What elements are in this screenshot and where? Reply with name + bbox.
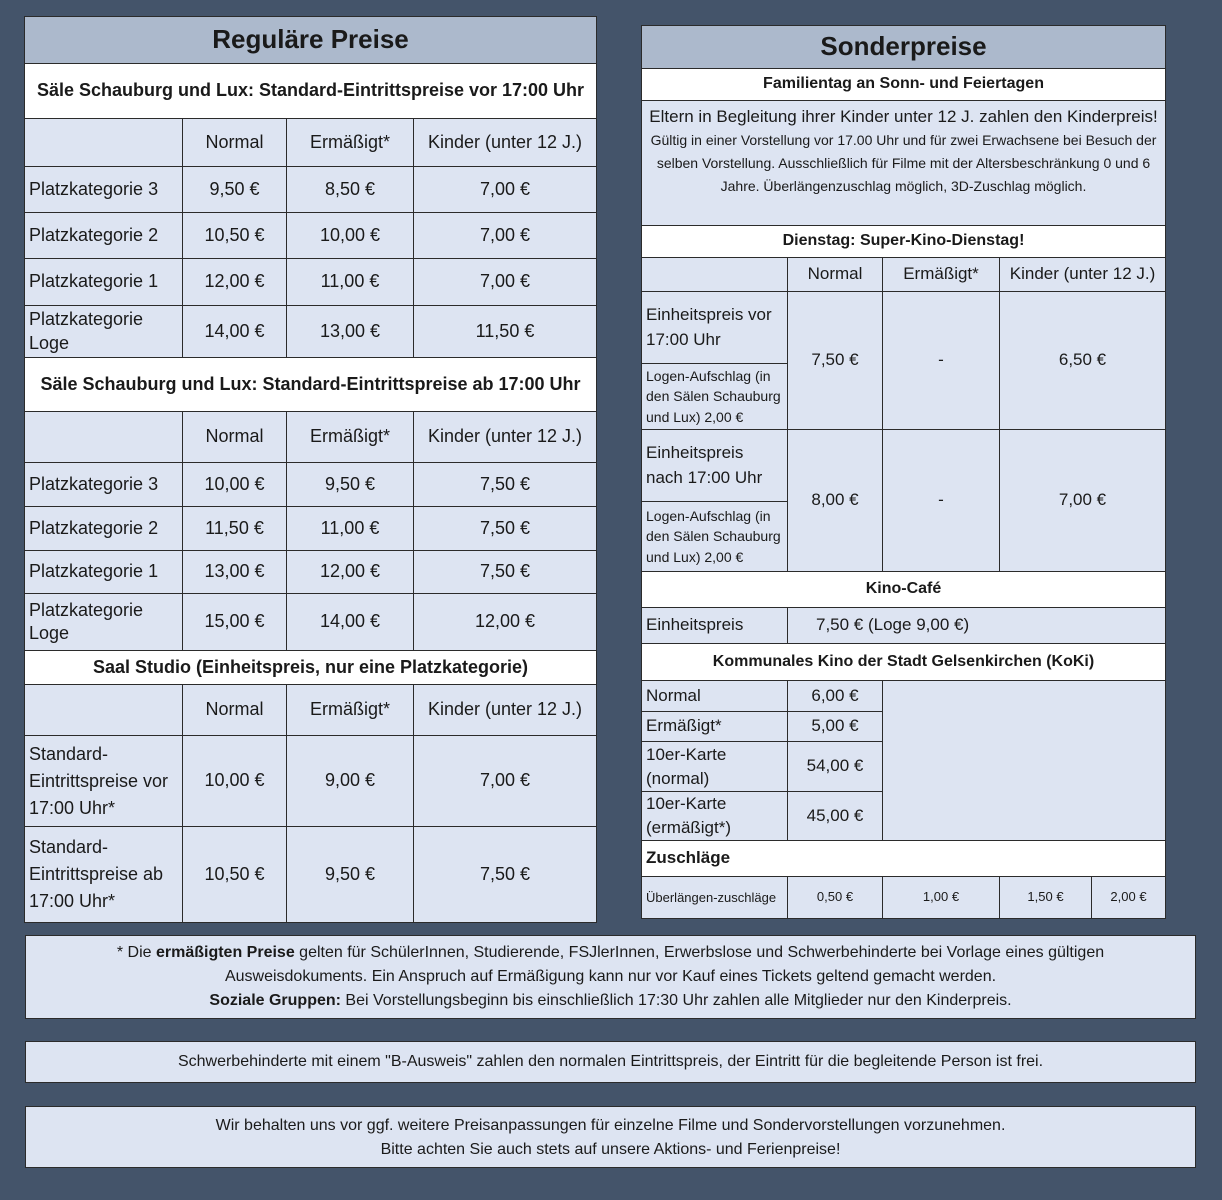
zuschlag-value: 0,50 € bbox=[788, 877, 883, 919]
familientag-text bbox=[642, 101, 1166, 226]
note-text: gelten für SchülerInnen, Studierende, FSJlerInnen, Erwerbslose und Schwerbehinderte bei Vorlage eines gültigen bbox=[294, 944, 1105, 961]
zuschlag-value: 1,00 € bbox=[883, 877, 1000, 919]
kinocafe-value: 7,50 € (Loge 9,00 €) bbox=[788, 608, 1166, 644]
row-label: Platzkategorie 2 bbox=[25, 507, 183, 551]
zuschlag-value: 1,50 € bbox=[1000, 877, 1092, 919]
row-label: Platzkategorie 2 bbox=[25, 213, 183, 259]
note-bold-soziale: Soziale Gruppen: bbox=[209, 992, 341, 1009]
row-label: Platzkategorie Loge bbox=[25, 306, 183, 358]
price-normal: 11,50 € bbox=[183, 507, 287, 551]
price-normal: 8,00 € bbox=[788, 430, 883, 572]
price-ermaessigt: 9,50 € bbox=[287, 827, 414, 923]
header-normal: Normal bbox=[788, 258, 883, 292]
price-kinder: 7,50 € bbox=[414, 551, 597, 594]
row-label: Platzkategorie 3 bbox=[25, 167, 183, 213]
table-row bbox=[642, 681, 1166, 712]
price-normal: 14,00 € bbox=[183, 306, 287, 358]
table-row bbox=[642, 877, 1166, 919]
table-row bbox=[25, 259, 597, 306]
kinocafe-label: Einheitspreis bbox=[642, 608, 788, 644]
price-kinder: 11,50 € bbox=[414, 306, 597, 358]
section-title-before-17: Säle Schauburg und Lux: Standard-Eintrittspreise vor 17:00 Uhr bbox=[25, 64, 597, 119]
price-kinder: 12,00 € bbox=[414, 594, 597, 651]
familientag-line1: Eltern in Begleitung ihrer Kinder unter 12 J. zahlen den Kinderpreis! bbox=[649, 107, 1158, 126]
price-kinder: 7,00 € bbox=[414, 259, 597, 306]
row-label: Standard-Eintrittspreise vor 17:00 Uhr* bbox=[25, 736, 183, 827]
note-ermaessigung bbox=[25, 935, 1196, 1019]
price-normal: 13,00 € bbox=[183, 551, 287, 594]
note-b-ausweis: Schwerbehinderte mit einem "B-Ausweis" zahlen den normalen Eintrittspreis, der Eintritt für die begleitende Person ist frei. bbox=[25, 1041, 1196, 1083]
header-blank bbox=[25, 412, 183, 463]
price-normal: 10,50 € bbox=[183, 213, 287, 259]
price-value: 6,00 € bbox=[788, 681, 883, 712]
price-normal: 15,00 € bbox=[183, 594, 287, 651]
note-star: * Die bbox=[116, 944, 156, 961]
zuschlaege-title: Zuschläge bbox=[642, 841, 1166, 877]
price-ermaessigt: - bbox=[883, 292, 1000, 430]
familientag-line2: Gültig in einer Vorstellung vor 17.00 Uhr und für zwei Erwachsene bei Besuch der selben Vorstellung. Ausschließlich für Filme mit der Altersbeschränkung 0 und 6 Jahre. Überlängenzuschlag möglich, 3D-Zuschlag möglich. bbox=[650, 132, 1157, 194]
special-prices-table bbox=[641, 25, 1166, 919]
price-ermaessigt: 11,00 € bbox=[287, 259, 414, 306]
header-kinder: Kinder (unter 12 J.) bbox=[414, 119, 597, 167]
logen-aufschlag-note: Logen-Aufschlag (in den Sälen Schauburg und Lux) 2,00 € bbox=[642, 502, 788, 572]
note-line-1: Wir behalten uns vor ggf. weitere Preisanpassungen für einzelne Filme und Sondervorstellungen vorzunehmen. bbox=[215, 1117, 1006, 1134]
row-label: Platzkategorie 3 bbox=[25, 463, 183, 507]
koki-title: Kommunales Kino der Stadt Gelsenkirchen (KoKi) bbox=[642, 644, 1166, 681]
price-normal: 10,00 € bbox=[183, 736, 287, 827]
zuschlaege-label: Überlängen-zuschläge bbox=[642, 877, 788, 919]
kinocafe-title: Kino-Café bbox=[642, 572, 1166, 608]
table-row bbox=[25, 827, 597, 923]
note-preisanpassung bbox=[25, 1106, 1196, 1168]
table-row bbox=[25, 463, 597, 507]
row-label: Platzkategorie Loge bbox=[25, 594, 183, 651]
section-title-studio: Saal Studio (Einheitspreis, nur eine Platzkategorie) bbox=[25, 651, 597, 685]
row-label: Platzkategorie 1 bbox=[25, 551, 183, 594]
price-ermaessigt: 14,00 € bbox=[287, 594, 414, 651]
regular-prices-title: Reguläre Preise bbox=[25, 17, 597, 64]
price-kinder: 7,50 € bbox=[414, 827, 597, 923]
price-value: 5,00 € bbox=[788, 712, 883, 742]
table-row bbox=[642, 430, 1166, 502]
row-label: Einheitspreis nach 17:00 Uhr bbox=[642, 430, 788, 502]
price-ermaessigt: 10,00 € bbox=[287, 213, 414, 259]
header-kinder: Kinder (unter 12 J.) bbox=[1000, 258, 1166, 292]
note-text: Bei Vorstellungsbeginn bis einschließlich 17:30 Uhr zahlen alle Mitglieder nur den Kinderpreis. bbox=[340, 992, 1012, 1009]
price-kinder: 7,00 € bbox=[414, 167, 597, 213]
price-ermaessigt: 8,50 € bbox=[287, 167, 414, 213]
row-label: Platzkategorie 1 bbox=[25, 259, 183, 306]
koki-blank bbox=[883, 681, 1166, 841]
row-label: 10er-Karte (ermäßigt*) bbox=[642, 792, 788, 841]
logen-aufschlag-note: Logen-Aufschlag (in den Sälen Schauburg und Lux) 2,00 € bbox=[642, 364, 788, 430]
table-row bbox=[642, 292, 1166, 364]
price-normal: 10,50 € bbox=[183, 827, 287, 923]
note-line-1 bbox=[26, 941, 1195, 965]
header-kinder: Kinder (unter 12 J.) bbox=[414, 412, 597, 463]
price-kinder: 7,00 € bbox=[414, 736, 597, 827]
price-normal: 9,50 € bbox=[183, 167, 287, 213]
price-normal: 10,00 € bbox=[183, 463, 287, 507]
row-label: Einheitspreis vor 17:00 Uhr bbox=[642, 292, 788, 364]
zuschlag-value: 2,00 € bbox=[1092, 877, 1166, 919]
row-label: 10er-Karte (normal) bbox=[642, 742, 788, 792]
price-value: 54,00 € bbox=[788, 742, 883, 792]
note-line-2: Ausweisdokuments. Ein Anspruch auf Ermäßigung kann nur vor Kauf eines Tickets geltend gemacht werden. bbox=[224, 968, 997, 985]
price-ermaessigt: 13,00 € bbox=[287, 306, 414, 358]
price-ermaessigt: 11,00 € bbox=[287, 507, 414, 551]
header-ermaessigt: Ermäßigt* bbox=[883, 258, 1000, 292]
price-kinder: 7,50 € bbox=[414, 507, 597, 551]
price-ermaessigt: 9,50 € bbox=[287, 463, 414, 507]
price-kinder: 7,50 € bbox=[414, 463, 597, 507]
price-ermaessigt: 12,00 € bbox=[287, 551, 414, 594]
price-kinder: 7,00 € bbox=[414, 213, 597, 259]
table-row bbox=[25, 213, 597, 259]
table-row bbox=[25, 551, 597, 594]
header-normal: Normal bbox=[183, 412, 287, 463]
table-row bbox=[25, 594, 597, 651]
header-normal: Normal bbox=[183, 119, 287, 167]
header-ermaessigt: Ermäßigt* bbox=[287, 685, 414, 736]
price-kinder: 7,00 € bbox=[1000, 430, 1166, 572]
header-blank bbox=[25, 119, 183, 167]
note-line-3 bbox=[26, 989, 1195, 1013]
price-normal: 12,00 € bbox=[183, 259, 287, 306]
table-row bbox=[25, 306, 597, 358]
familientag-title: Familientag an Sonn- und Feiertagen bbox=[642, 69, 1166, 101]
regular-prices-table bbox=[24, 16, 597, 923]
price-normal: 7,50 € bbox=[788, 292, 883, 430]
header-kinder: Kinder (unter 12 J.) bbox=[414, 685, 597, 736]
table-row bbox=[25, 167, 597, 213]
price-ermaessigt: 9,00 € bbox=[287, 736, 414, 827]
row-label: Ermäßigt* bbox=[642, 712, 788, 742]
dienstag-title: Dienstag: Super-Kino-Dienstag! bbox=[642, 226, 1166, 258]
row-label: Standard-Eintrittspreise ab 17:00 Uhr* bbox=[25, 827, 183, 923]
note-bold-ermaessigt: ermäßigten Preise bbox=[155, 944, 295, 961]
note-line-2: Bitte achten Sie auch stets auf unsere Aktions- und Ferienpreise! bbox=[380, 1141, 841, 1158]
special-prices-title: Sonderpreise bbox=[642, 26, 1166, 69]
price-ermaessigt: - bbox=[883, 430, 1000, 572]
header-ermaessigt: Ermäßigt* bbox=[287, 412, 414, 463]
price-kinder: 6,50 € bbox=[1000, 292, 1166, 430]
section-title-after-17: Säle Schauburg und Lux: Standard-Eintrittspreise ab 17:00 Uhr bbox=[25, 358, 597, 412]
price-value: 45,00 € bbox=[788, 792, 883, 841]
header-normal: Normal bbox=[183, 685, 287, 736]
header-blank bbox=[25, 685, 183, 736]
table-row bbox=[25, 507, 597, 551]
header-ermaessigt: Ermäßigt* bbox=[287, 119, 414, 167]
table-row bbox=[25, 736, 597, 827]
row-label: Normal bbox=[642, 681, 788, 712]
header-blank bbox=[642, 258, 788, 292]
